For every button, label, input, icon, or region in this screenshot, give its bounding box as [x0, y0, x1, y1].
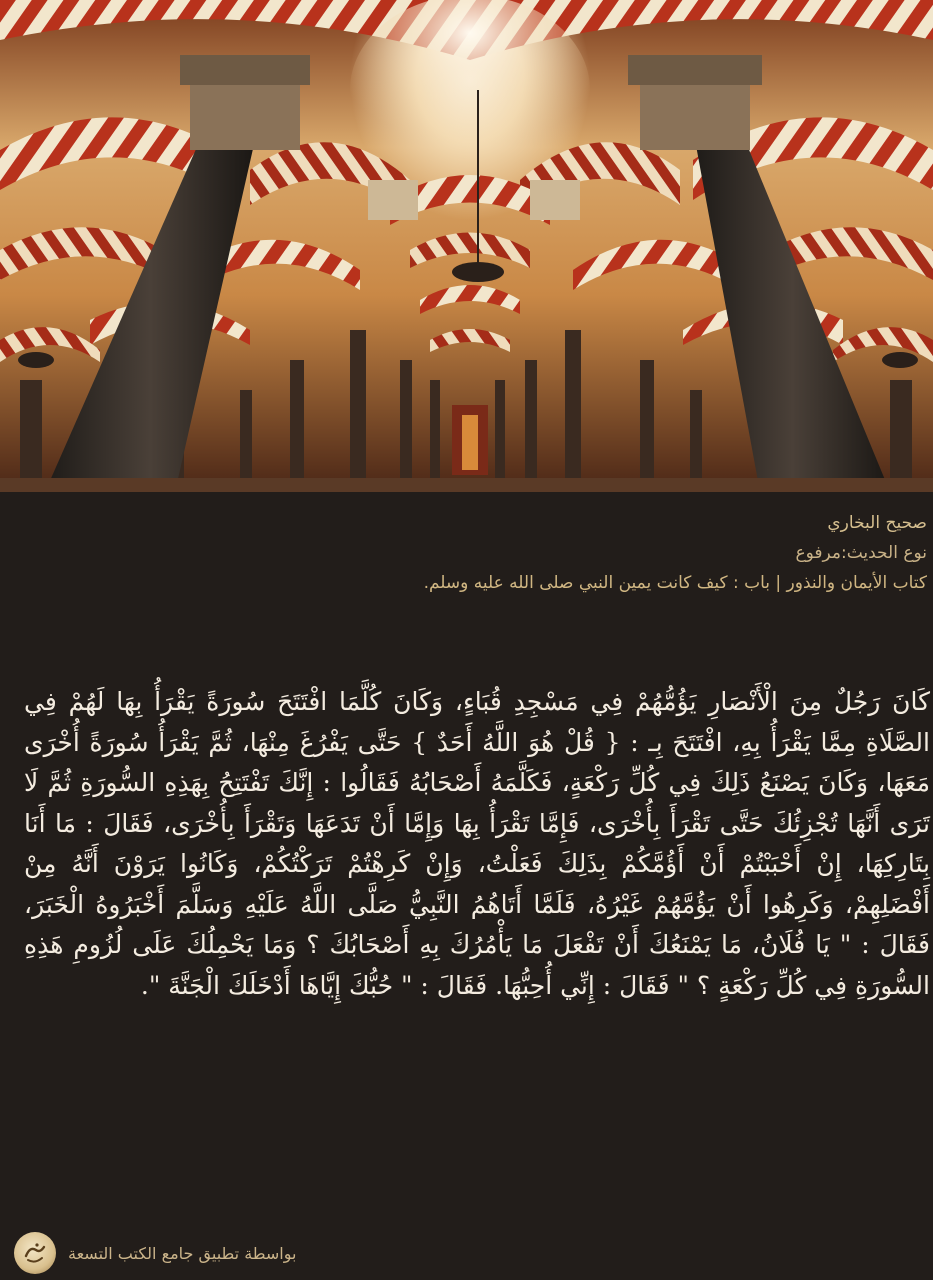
- hadith-meta: [7, 508, 927, 598]
- book-title: صحيح البخاري: [827, 513, 927, 533]
- app-credit: بواسطة تطبيق جامع الكتب التسعة: [68, 1243, 297, 1263]
- hadith-text: كَانَ رَجُلٌ مِنَ الْأَنْصَارِ يَؤُمُّهُمْ فِي مَسْجِدِ قُبَاءٍ، وَكَانَ كُلَّمَا افْتَتَحَ سُورَةً يَقْرَأُ بِهَا لَهُمْ فِي الصَّلَاةِ مِمَّا يَقْرَأُ بِهِ، افْتَتَحَ بِـ : { قُلْ هُوَ اللَّهُ أَحَدٌ } حَتَّى يَفْرُغَ مِنْهَا، ثُمَّ يَقْرَأُ سُورَةً أُخْرَى مَعَهَا، وَكَانَ يَصْنَعُ ذَلِكَ فِي كُلِّ رَكْعَةٍ، فَكَلَّمَهُ أَصْحَابُهُ فَقَالُوا : إِنَّكَ تَفْتَتِحُ بِهَذِهِ السُّورَةِ ثُمَّ لَا تَرَى أَنَّهَا تُجْزِئُكَ حَتَّى تَقْرَأَ بِأُخْرَى، فَإِمَّا تَقْرَأُ بِهَا وَإِمَّا أَنْ تَدَعَهَا وَتَقْرَأَ بِأُخْرَى، فَقَالَ : مَا أَنَا بِتَارِكِهَا، إِنْ أَحْبَبْتُمْ أَنْ أَؤُمَّكُمْ بِذَلِكَ فَعَلْتُ، وَإِنْ كَرِهْتُمْ تَرَكْتُكُمْ، وَكَانُوا يَرَوْنَ أَنَّهُ مِنْ أَفْضَلِهِمْ، وَكَرِهُوا أَنْ يَؤُمَّهُمْ غَيْرُهُ، فَلَمَّا أَتَاهُمُ النَّبِيُّ صَلَّى اللَّهُ عَلَيْهِ وَسَلَّمَ أَخْبَرُوهُ الْخَبَرَ، فَقَالَ : " يَا فُلَانُ، مَا يَمْنَعُكَ أَنْ تَفْعَلَ مَا يَأْمُرُكَ بِهِ أَصْحَابُكَ ؟ وَمَا يَحْمِلُكَ عَلَى لُزُومِ هَذِهِ السُّورَةِ فِي كُلِّ رَكْعَةٍ ؟ " فَقَالَ : إِنِّي أُحِبُّهَا. فَقَالَ : " حُبُّكَ إِيَّاهَا أَدْخَلَكَ الْجَنَّةَ ".: [24, 687, 930, 1000]
- footer: [14, 1231, 354, 1275]
- app-logo-icon: [14, 1232, 56, 1274]
- hadith-type: نوع الحديث:مرفوع: [795, 543, 927, 563]
- mosque-arches-icon: [0, 0, 933, 492]
- header-photo: [0, 0, 933, 492]
- chapter-title: كتاب الأيمان والنذور | باب : كيف كانت يمين النبي صلى الله عليه وسلم.: [423, 573, 927, 593]
